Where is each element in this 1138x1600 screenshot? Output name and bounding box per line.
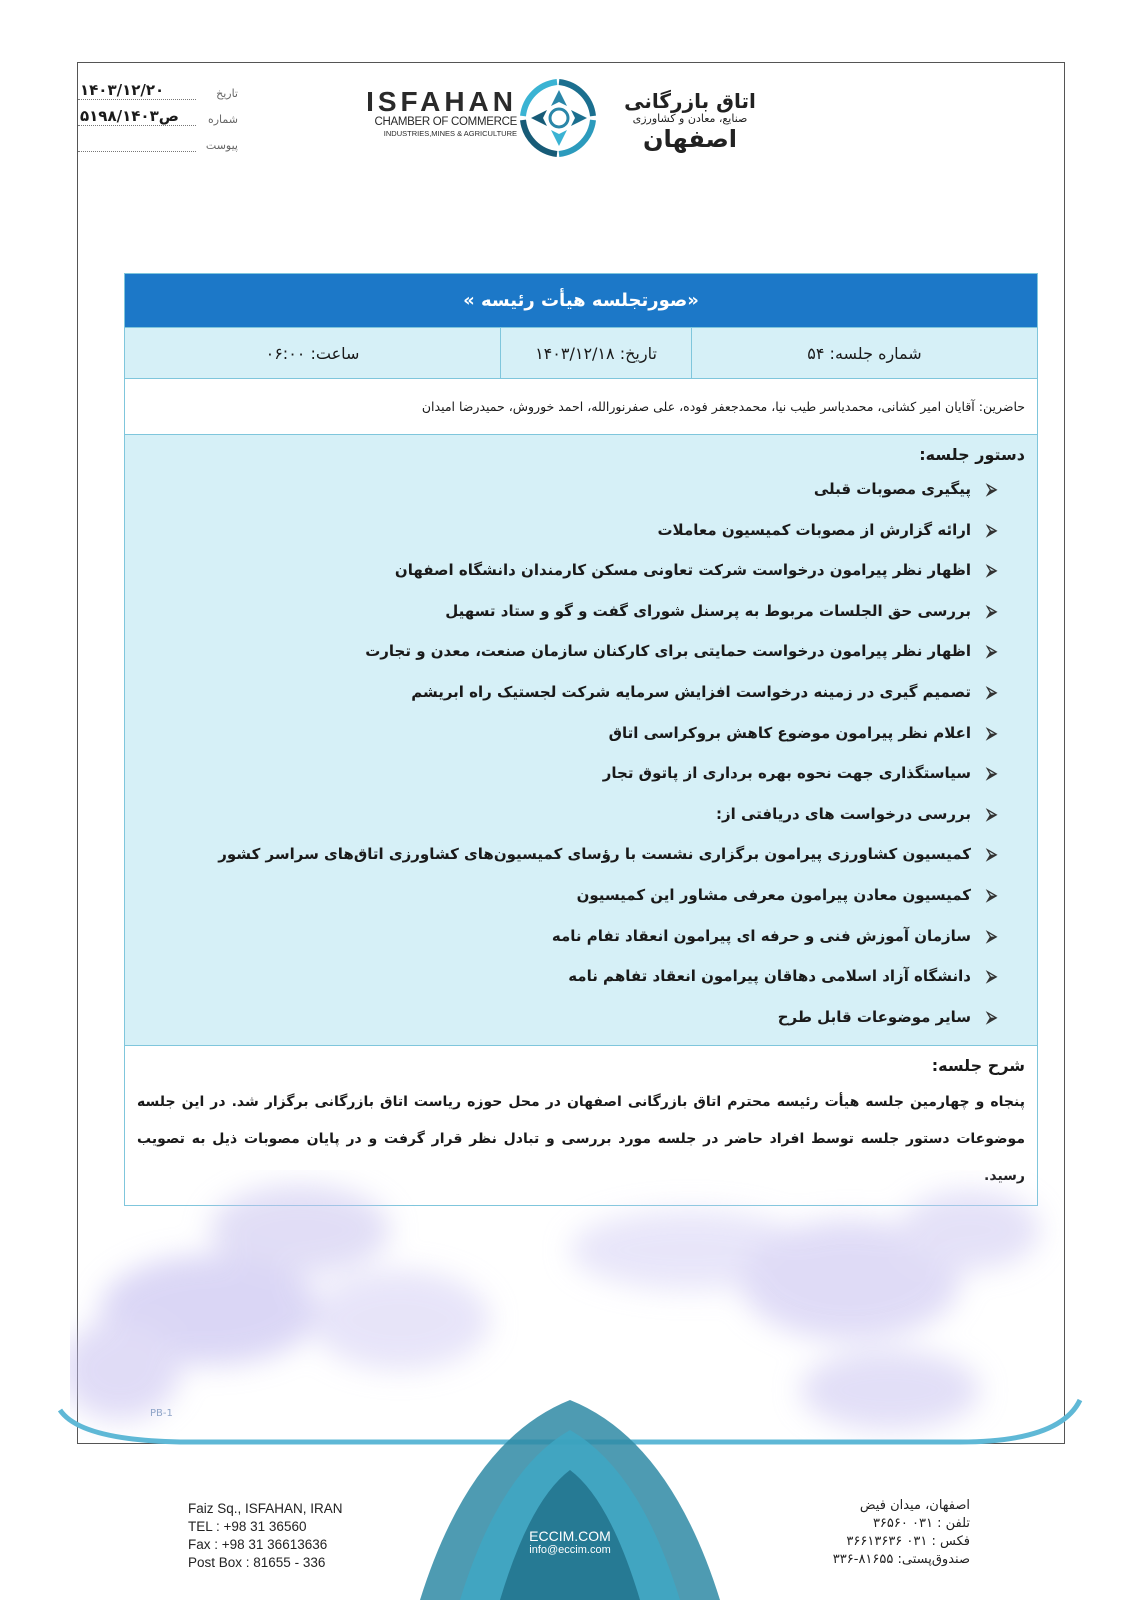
agenda-item-text: ارائه گزارش از مصوبات کمیسیون معاملات bbox=[657, 520, 971, 539]
description-text: پنجاه و چهارمین جلسه هیأت رئیسه محترم اتاق بازرگانی اصفهان در محل حوزه ریاست اتاق بازرگانی برگزار شد. در این جلسه موضوعات دستور جلسه توسط افراد حاضر در جلسه مورد بررسی و تبادل نظر قرار گرفت و در پایان مصوبات ذیل به تصویب رسید. bbox=[137, 1094, 1025, 1185]
bullet-arrow-icon: ⮚ bbox=[986, 845, 997, 864]
agenda-item-text: بررسی حق الجلسات مربوط به پرسنل شورای گفت و گو و ستاد تسهیل bbox=[445, 601, 971, 620]
date-label: تاریخ bbox=[216, 87, 238, 100]
agenda-item bbox=[137, 794, 997, 835]
footer-en-tel: TEL : +98 31 36560 bbox=[188, 1519, 307, 1534]
bullet-arrow-icon: ⮚ bbox=[986, 967, 997, 986]
agenda-item bbox=[137, 591, 997, 632]
number-row bbox=[78, 100, 238, 126]
agenda-item bbox=[137, 875, 997, 916]
agenda-item bbox=[137, 550, 997, 591]
agenda-item-text: سیاستگذاری جهت نحوه بهره برداری از پاتوق تجار bbox=[602, 764, 971, 783]
bullet-arrow-icon: ⮚ bbox=[986, 926, 997, 945]
bullet-arrow-icon: ⮚ bbox=[986, 601, 997, 620]
agenda-section bbox=[125, 434, 1037, 1045]
footer-persian-contact bbox=[770, 1497, 970, 1569]
agenda-item bbox=[137, 916, 997, 957]
logo-fa-line3: اصفهان bbox=[642, 125, 738, 153]
agenda-item bbox=[137, 956, 997, 997]
footer-en-fax: Fax : +98 31 36613636 bbox=[188, 1537, 328, 1552]
session-date: تاریخ: ۱۴۰۳/۱۲/۱۸ bbox=[500, 328, 691, 378]
logo-fa-line1: اتاق بازرگانی bbox=[624, 89, 756, 113]
footer-fa-pobox: صندوق‌پستی: ۸۱۶۵۵-۳۳۶ bbox=[832, 1552, 970, 1567]
agenda-item-text: دانشگاه آزاد اسلامی دهاقان پیرامون انعقاد تفاهم نامه bbox=[568, 967, 971, 986]
bullet-arrow-icon: ⮚ bbox=[986, 723, 997, 742]
agenda-list bbox=[137, 469, 1025, 1037]
session-number: شماره جلسه: ۵۴ bbox=[691, 328, 1037, 378]
description-title: شرح جلسه: bbox=[931, 1056, 1025, 1076]
agenda-item-text: اظهار نظر پیرامون درخواست حمایتی برای کارکنان سازمان صنعت، معدن و تجارت bbox=[365, 642, 971, 661]
footer-fa-address: اصفهان، میدان فیض bbox=[859, 1498, 970, 1513]
logo-english bbox=[362, 88, 517, 139]
bullet-arrow-icon: ⮚ bbox=[986, 520, 997, 539]
agenda-item bbox=[137, 753, 997, 794]
bullet-arrow-icon: ⮚ bbox=[986, 682, 997, 701]
attachment-row bbox=[78, 126, 238, 152]
logo-en-title: ISFAHAN bbox=[366, 86, 517, 117]
agenda-item bbox=[137, 631, 997, 672]
agenda-item bbox=[137, 997, 997, 1038]
agenda-item-text: اظهار نظر پیرامون درخواست شرکت تعاونی مسکن کارمندان دانشگاه اصفهان bbox=[394, 561, 971, 580]
agenda-item bbox=[137, 713, 997, 754]
bullet-arrow-icon: ⮚ bbox=[986, 1007, 997, 1026]
logo-en-tagline: INDUSTRIES,MINES & AGRICULTURE bbox=[383, 129, 517, 138]
footer-web bbox=[500, 1528, 640, 1557]
footer-fa-tel: تلفن : ۰۳۱ ۳۶۵۶۰ bbox=[872, 1516, 970, 1531]
agenda-item-text: کمیسیون کشاورزی پیرامون برگزاری نشست با رؤسای کمیسیون‌های کشاورزی اتاق‌های سراسر کشور bbox=[218, 845, 971, 864]
footer-site-link[interactable]: ECCIM.COM bbox=[529, 1528, 611, 1544]
agenda-item bbox=[137, 510, 997, 551]
attachment-value bbox=[78, 151, 196, 152]
bullet-arrow-icon: ⮚ bbox=[986, 561, 997, 580]
logo-fa-line2: صنایع، معادن و کشاورزی bbox=[632, 112, 748, 125]
footer-fa-fax: فکس : ۰۳۱ ۳۶۶۱۳۶۳۶ bbox=[846, 1534, 970, 1549]
bullet-arrow-icon: ⮚ bbox=[986, 642, 997, 661]
agenda-item bbox=[137, 469, 997, 510]
date-value: ۱۴۰۳/۱۲/۲۰ bbox=[78, 81, 196, 100]
agenda-item bbox=[137, 834, 997, 875]
agenda-item-text: کمیسیون معادن پیرامون معرفی مشاور این کمیسیون bbox=[576, 885, 971, 904]
session-time: ساعت: ۰۶:۰۰ bbox=[265, 343, 360, 363]
agenda-item-text: سازمان آموزش فنی و حرفه ای پیرامون انعقاد تفام نامه bbox=[551, 926, 971, 945]
bullet-arrow-icon: ⮚ bbox=[986, 480, 997, 498]
agenda-item bbox=[137, 672, 997, 713]
bullet-arrow-icon: ⮚ bbox=[986, 764, 997, 783]
bullet-arrow-icon: ⮚ bbox=[986, 885, 997, 904]
session-info-row bbox=[125, 327, 1037, 378]
footer-email-link[interactable]: info@eccim.com bbox=[529, 1544, 611, 1556]
attachment-label: پیوست bbox=[205, 139, 238, 152]
letter-meta bbox=[78, 74, 238, 152]
agenda-item-text: بررسی درخواست های دریافتی از: bbox=[715, 804, 971, 823]
bullet-arrow-icon: ⮚ bbox=[986, 804, 997, 823]
watermark-code: PB-1 bbox=[150, 1408, 173, 1419]
agenda-item-text: اعلام نظر پیرامون موضوع کاهش بروکراسی اتاق bbox=[608, 723, 971, 742]
minutes-title: «صورتجلسه هیأت رئیسه » bbox=[125, 274, 1037, 327]
chamber-emblem-icon bbox=[517, 76, 601, 160]
agenda-item-text: تصمیم گیری در زمینه درخواست افزایش سرمایه شرکت لجستیک راه ابریشم bbox=[411, 682, 971, 701]
date-row bbox=[78, 74, 238, 100]
minutes-table bbox=[124, 273, 1038, 1206]
number-value: ۵۱۹۸/ص۱۴۰۳ bbox=[78, 107, 196, 126]
number-label: شماره bbox=[207, 113, 238, 126]
agenda-item-text: سایر موضوعات قابل طرح bbox=[777, 1007, 971, 1026]
footer-en-pobox: Post Box : 81655 - 336 bbox=[188, 1555, 326, 1570]
attendees: حاضرین: آقایان امیر کشانی، محمدیاسر طیب نیا، محمدجعفر فوده، علی صفرنورالله، احمد خوروش، حمیدرضا امیدان bbox=[125, 378, 1037, 434]
logo-persian bbox=[605, 90, 775, 152]
footer-en-address: Faiz Sq., ISFAHAN, IRAN bbox=[188, 1501, 343, 1516]
logo-en-subtitle: CHAMBER OF COMMERCE bbox=[374, 116, 517, 128]
agenda-title: دستور جلسه: bbox=[919, 445, 1025, 464]
footer-english-contact bbox=[188, 1500, 343, 1572]
agenda-item-text: پیگیری مصوبات قبلی bbox=[813, 480, 971, 498]
